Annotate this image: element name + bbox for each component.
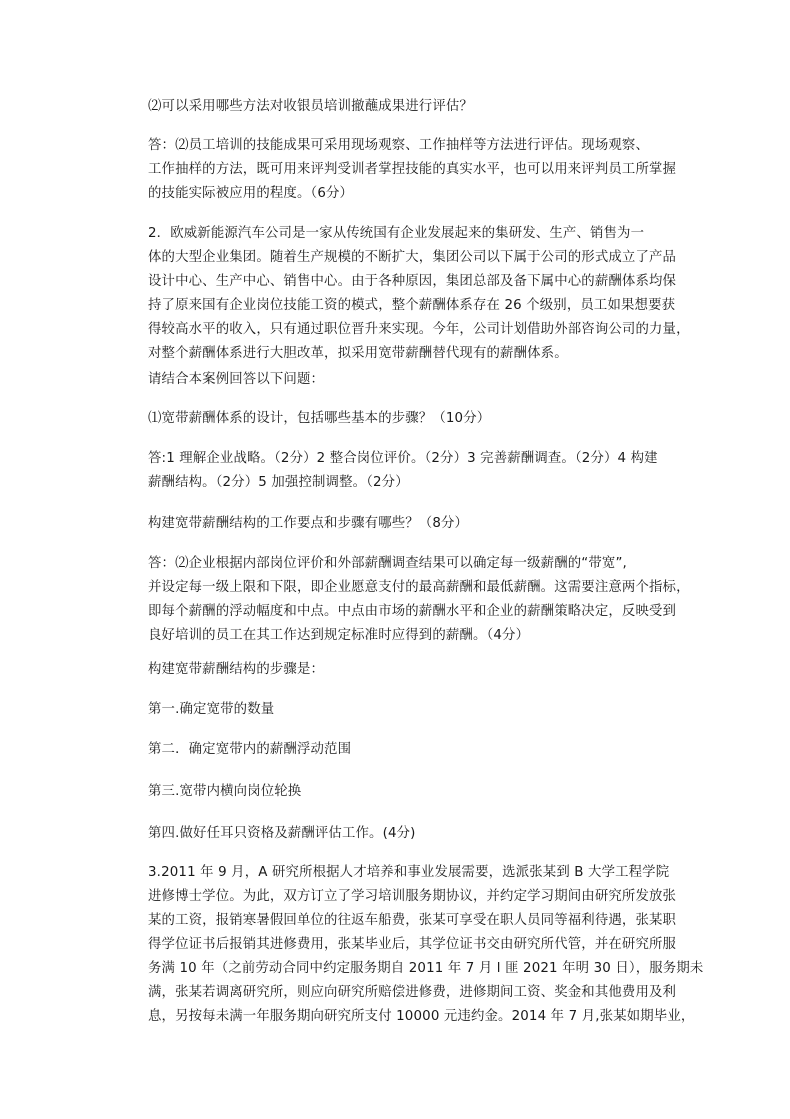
text-line: 良好培训的员工在其工作达到规定标准时应得到的薪酬。（4分） [148,628,530,643]
steps-intro-paragraph [118,658,708,682]
text-line: 第三.宽带内横向岗位轮换 [148,784,302,799]
answer-1-broadband-salary [118,447,708,495]
question-2b-broadband-structure [118,512,708,536]
question-2-payroll-training [118,95,708,119]
text-line: 务满 10 年（之前劳动合同中约定服务期自 2011 年 7 月 l 匪 2021 年明 30 日），服务期未 [148,961,704,976]
text-line: 构建宽带薪酬结构的工作要点和步骤有哪些？（8分） [148,516,469,531]
text-line: 得学位证书后报销其进修费用，张某毕业后，其学位证书交由研究所代管，并在研究所服 [148,937,677,952]
text-line: ⑵可以采用哪些方法对收银员培训撤蘸成果进行评估？ [148,99,473,114]
text-line: 2．欧威新能源汽车公司是一家从传统国有企业发展起来的集研发、生产、销售为一 [148,226,645,241]
text-line: 的技能实际被应用的程度。（6分） [148,186,354,201]
question-1-broadband-salary [118,407,708,431]
text-line: 请结合本案例回答以下问题： [148,372,325,387]
text-line: 即每个薪酬的浮动幅度和中点。中点由市场的薪酬水平和企业的薪酬策略决定，反映受到 [148,604,677,619]
text-line: 答：⑵企业根据内部岗位评价和外部薪酬调查结果可以确定每一级薪酬的“带宽”, [148,556,627,571]
text-line: 第二．确定宽带内的薪酬浮动范围 [148,742,352,757]
text-line: 设计中心、生产中心、销售中心。由于各种原因，集团总部及备下属中心的薪酬体系均保 [148,274,677,289]
text-line: 薪酬结构。（2分）5 加强控制调整。（2分） [148,475,409,490]
text-line: 工作抽样的方法，既可用来评判受训者掌捏技能的真实水平，也可以用来评判员工所掌握 [148,162,677,177]
text-line: 某的工资，报销寒暑假回单位的往返车船费，张某可享受在职人员同等福利待遇，张某职 [148,913,677,928]
step-4-paragraph [118,822,708,846]
text-line: ⑴宽带薪酬体系的设计，包括哪些基本的步骤？（10分） [148,411,491,426]
text-line: 答：⑵员工培训的技能成果可采用现场观察、工作抽样等方法进行评估。现场观察、 [148,138,650,153]
text-line: 第一.确定宽带的数量 [148,702,275,717]
text-line: 体的大型企业集团。随着生产规模的不断扩大，集团公司以下属于公司的形式成立了产品 [148,250,677,265]
step-2-paragraph [118,738,708,762]
answer-2b-broadband-structure [118,552,708,648]
text-line: 满，张某若调离研究所，则应向研究所赔偿进修费，进修期间工资、奖金和其他费用及利 [148,985,677,1000]
case-3-paragraph [118,861,708,1029]
text-line: 第四.做好任耳只资格及薪酬评估工作。(4分) [148,826,416,841]
text-line: 构建宽带薪酬结构的步骤是： [148,662,325,677]
step-1-paragraph [118,698,708,722]
answer-2-payroll-training [118,134,708,206]
text-line: 3.2011 年 9 月，A 研究所根据人才培养和事业发展需要，选派张某到 B 大学工程学院 [148,865,670,880]
text-line: 得较高水平的收入，只有通过职位晋升来实现。今年，公司计划借助外部咨询公司的力量， [148,322,690,337]
text-line: 持了原来国有企业岗位技能工资的模式，整个薪酬体系存在 26 个级别，员工如果想要获 [148,298,676,313]
text-line: 进修博士学位。为此，双方订立了学习培训服务期协议，并约定学习期间由研究所发放张 [148,889,677,904]
text-line: 息，另按每未满一年服务期向研究所支付 10000 元违约金。2014 年 7 月,张某如期毕业， [148,1009,695,1024]
step-3-paragraph [118,780,708,804]
text-line: 答:1 理解企业战略。（2分）2 整合岗位评价。（2分）3 完善薪酬调查。（2分）4 构建 [148,451,658,466]
case-2-paragraph [118,222,708,366]
text-line: 对整个薪酬体系进行大胆改革，拟采用宽带薪酬替代现有的薪酬体系。 [148,346,568,361]
instruction-paragraph [118,368,708,392]
text-line: 并设定每一级上限和下限，即企业愿意支付的最高薪酬和最低薪酬。这需要注意两个指标， [148,580,690,595]
